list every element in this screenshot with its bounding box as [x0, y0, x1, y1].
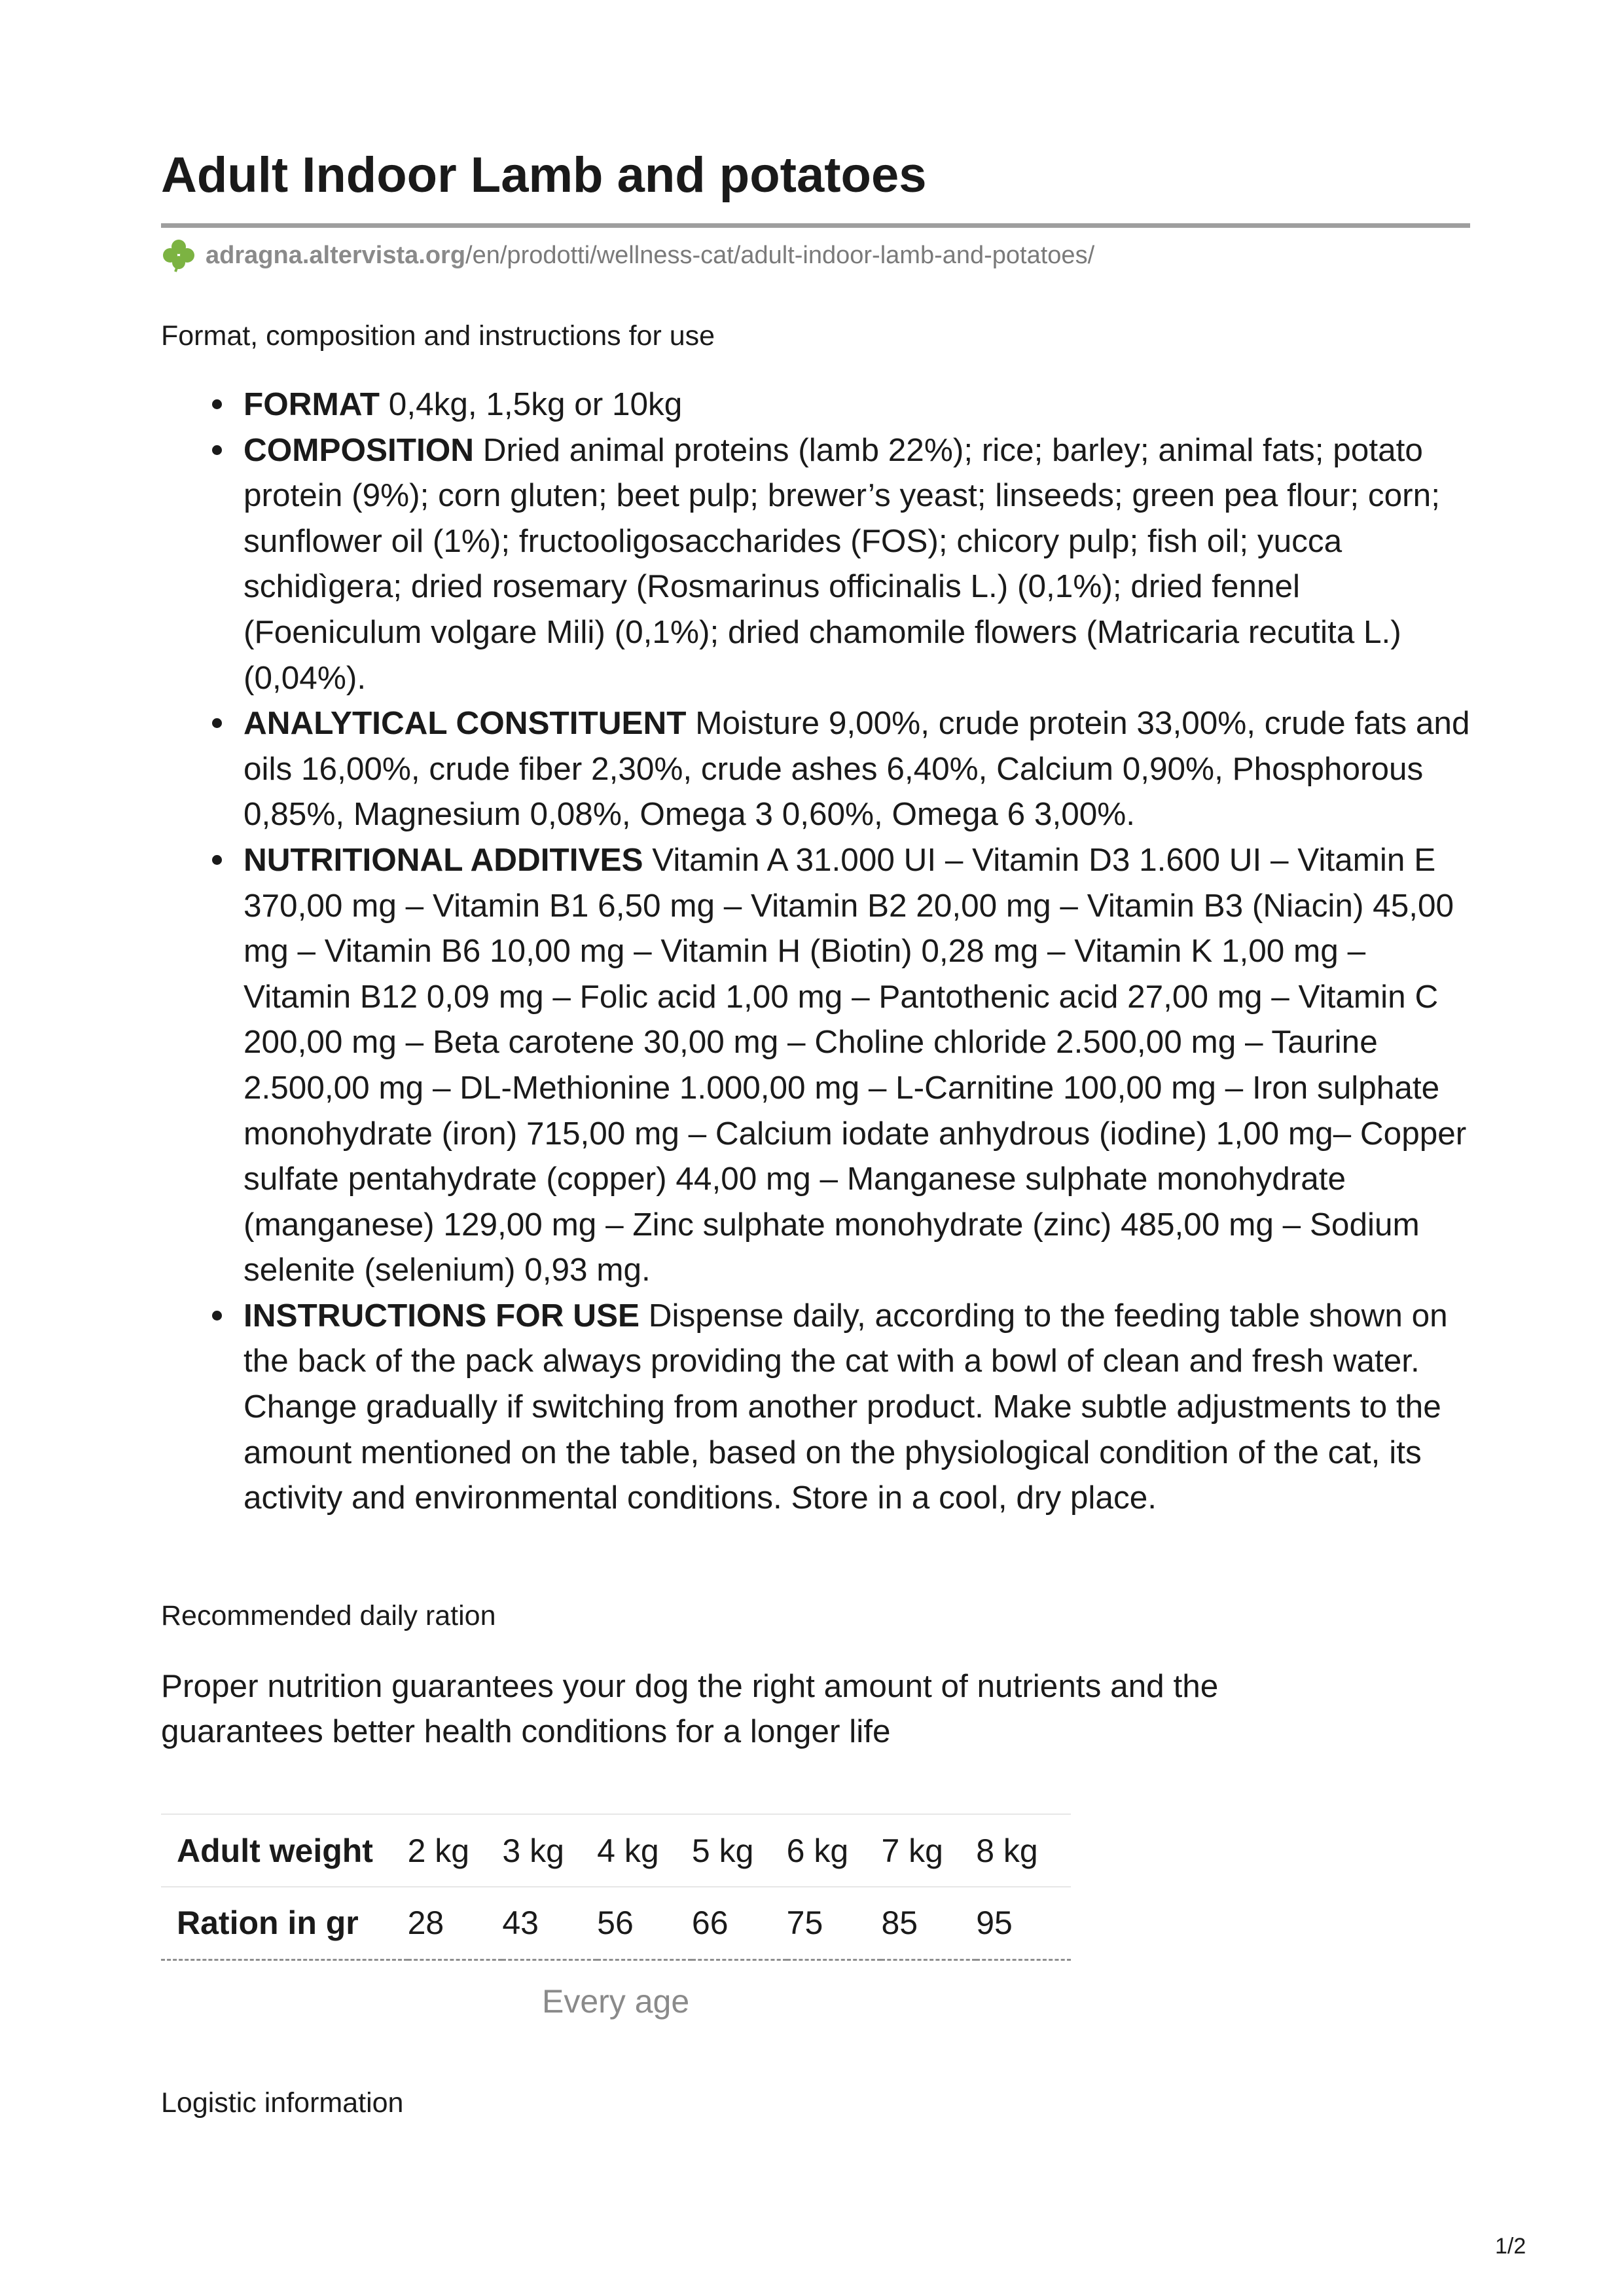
ration-cell: 56 [597, 1887, 692, 1959]
weight-cell: 4 kg [597, 1814, 692, 1887]
spec-text: Dispense daily, according to the feeding table shown on the back of the pack always providing the cat with a bowl of clean and fresh water. Change gradually if switching from another product. Make subtle adjustments to the amount mentioned on the table, based on the physiological condition of the cat, its activity and environmental conditions. Store in a cool, dry place. [243, 1297, 1448, 1516]
weight-cell: 2 kg [408, 1814, 503, 1887]
weight-cell: 7 kg [881, 1814, 976, 1887]
spec-label: FORMAT [243, 386, 380, 422]
spec-text: Dried animal proteins (lamb 22%); rice; barley; animal fats; potato protein (9%); corn gluten; beet pulp; brewer’s yeast; linseeds; green pea flour; corn; sunflower oil (1%); fructooligosaccharides (FOS); chicory pulp; fish oil; yucca schidìgera; dried rosemary (Rosmarinus officinalis L.) (0,1%); dried fennel (Foeniculum volgare Mili) (0,1%); dried chamomile flowers (Matricaria recutita L.) (0,04%). [243, 431, 1440, 696]
weight-cell: 3 kg [502, 1814, 597, 1887]
spec-label: INSTRUCTIONS FOR USE [243, 1297, 640, 1334]
weight-cell: 6 kg [787, 1814, 882, 1887]
source-path: /en/prodotti/wellness-cat/adult-indoor-lamb-and-potatoes/ [465, 241, 1095, 269]
source-host: adragna.altervista.org [206, 241, 466, 269]
ration-cell: 75 [787, 1887, 882, 1959]
table-row-ration [161, 1887, 1071, 1959]
spec-list [161, 382, 1477, 1521]
table-caption: Every age [542, 1983, 690, 2020]
ration-cell: 85 [881, 1887, 976, 1959]
spec-label: NUTRITIONAL ADDITIVES [243, 841, 643, 878]
spec-item-analytical-constituent [161, 701, 1477, 837]
spec-item-nutritional-additives [161, 837, 1477, 1293]
ration-cell: 28 [408, 1887, 503, 1959]
ration-cell: 43 [502, 1887, 597, 1959]
clover-icon [161, 238, 196, 273]
title-divider [161, 223, 1470, 228]
format-section-heading: Format, composition and instructions for use [161, 320, 715, 352]
spec-item-composition [161, 428, 1477, 701]
spec-text: 0,4kg, 1,5kg or 10kg [380, 386, 683, 422]
ration-section-heading: Recommended daily ration [161, 1600, 496, 1631]
weight-cell: 5 kg [692, 1814, 787, 1887]
ration-cell: 66 [692, 1887, 787, 1959]
ration-table [161, 1813, 1071, 1961]
spec-text: Moisture 9,00%, crude protein 33,00%, crude fats and oils 16,00%, crude fiber 2,30%, crude ashes 6,40%, Calcium 0,90%, Phosphorous 0,85%, Magnesium 0,08%, Omega 3 0,60%, Omega 6 3,00%. [243, 705, 1470, 833]
source-url[interactable] [161, 237, 1094, 274]
page-number: 1/2 [1495, 2234, 1526, 2259]
weight-cell: 8 kg [976, 1814, 1071, 1887]
spec-text: Vitamin A 31.000 UI – Vitamin D3 1.600 UI – Vitamin E 370,00 mg – Vitamin B1 6,50 mg – Vitamin B2 20,00 mg – Vitamin B3 (Niacin) 45,00 mg – Vitamin B6 10,00 mg – Vitamin H (Biotin) 0,28 mg – Vitamin K 1,00 mg – Vitamin B12 0,09 mg – Folic acid 1,00 mg – Pantothenic acid 27,00 mg – Vitamin C 200,00 mg – Beta carotene 30,00 mg – Choline chloride 2.500,00 mg – Taurine 2.500,00 mg – DL-Methionine 1.000,00 mg – L-Carnitine 100,00 mg – Iron sulphate monohydrate (iron) 715,00 mg – Calcium iodate anhydrous (iodine) 1,00 mg– Copper sulfate pentahydrate (copper) 44,00 mg – Manganese sulphate monohydrate (manganese) 129,00 mg – Zinc sulphate monohydrate (zinc) 485,00 mg – Sodium selenite (selenium) 0,93 mg. [243, 841, 1467, 1288]
table-row-weight [161, 1814, 1071, 1887]
spec-item-instructions-for-use [161, 1293, 1477, 1521]
spec-label: ANALYTICAL CONSTITUENT [243, 705, 687, 742]
ration-cell: 95 [976, 1887, 1071, 1959]
logistic-section-heading: Logistic information [161, 2087, 404, 2119]
spec-item-format [161, 382, 1477, 428]
page-title: Adult Indoor Lamb and potatoes [161, 147, 927, 203]
ration-intro: Proper nutrition guarantees your dog the right amount of nutrients and the guarantees better health conditions for a longer life [161, 1668, 1219, 1749]
ration-row-label: Ration in gr [161, 1887, 408, 1959]
weight-row-label: Adult weight [161, 1814, 408, 1887]
spec-label: COMPOSITION [243, 431, 475, 468]
